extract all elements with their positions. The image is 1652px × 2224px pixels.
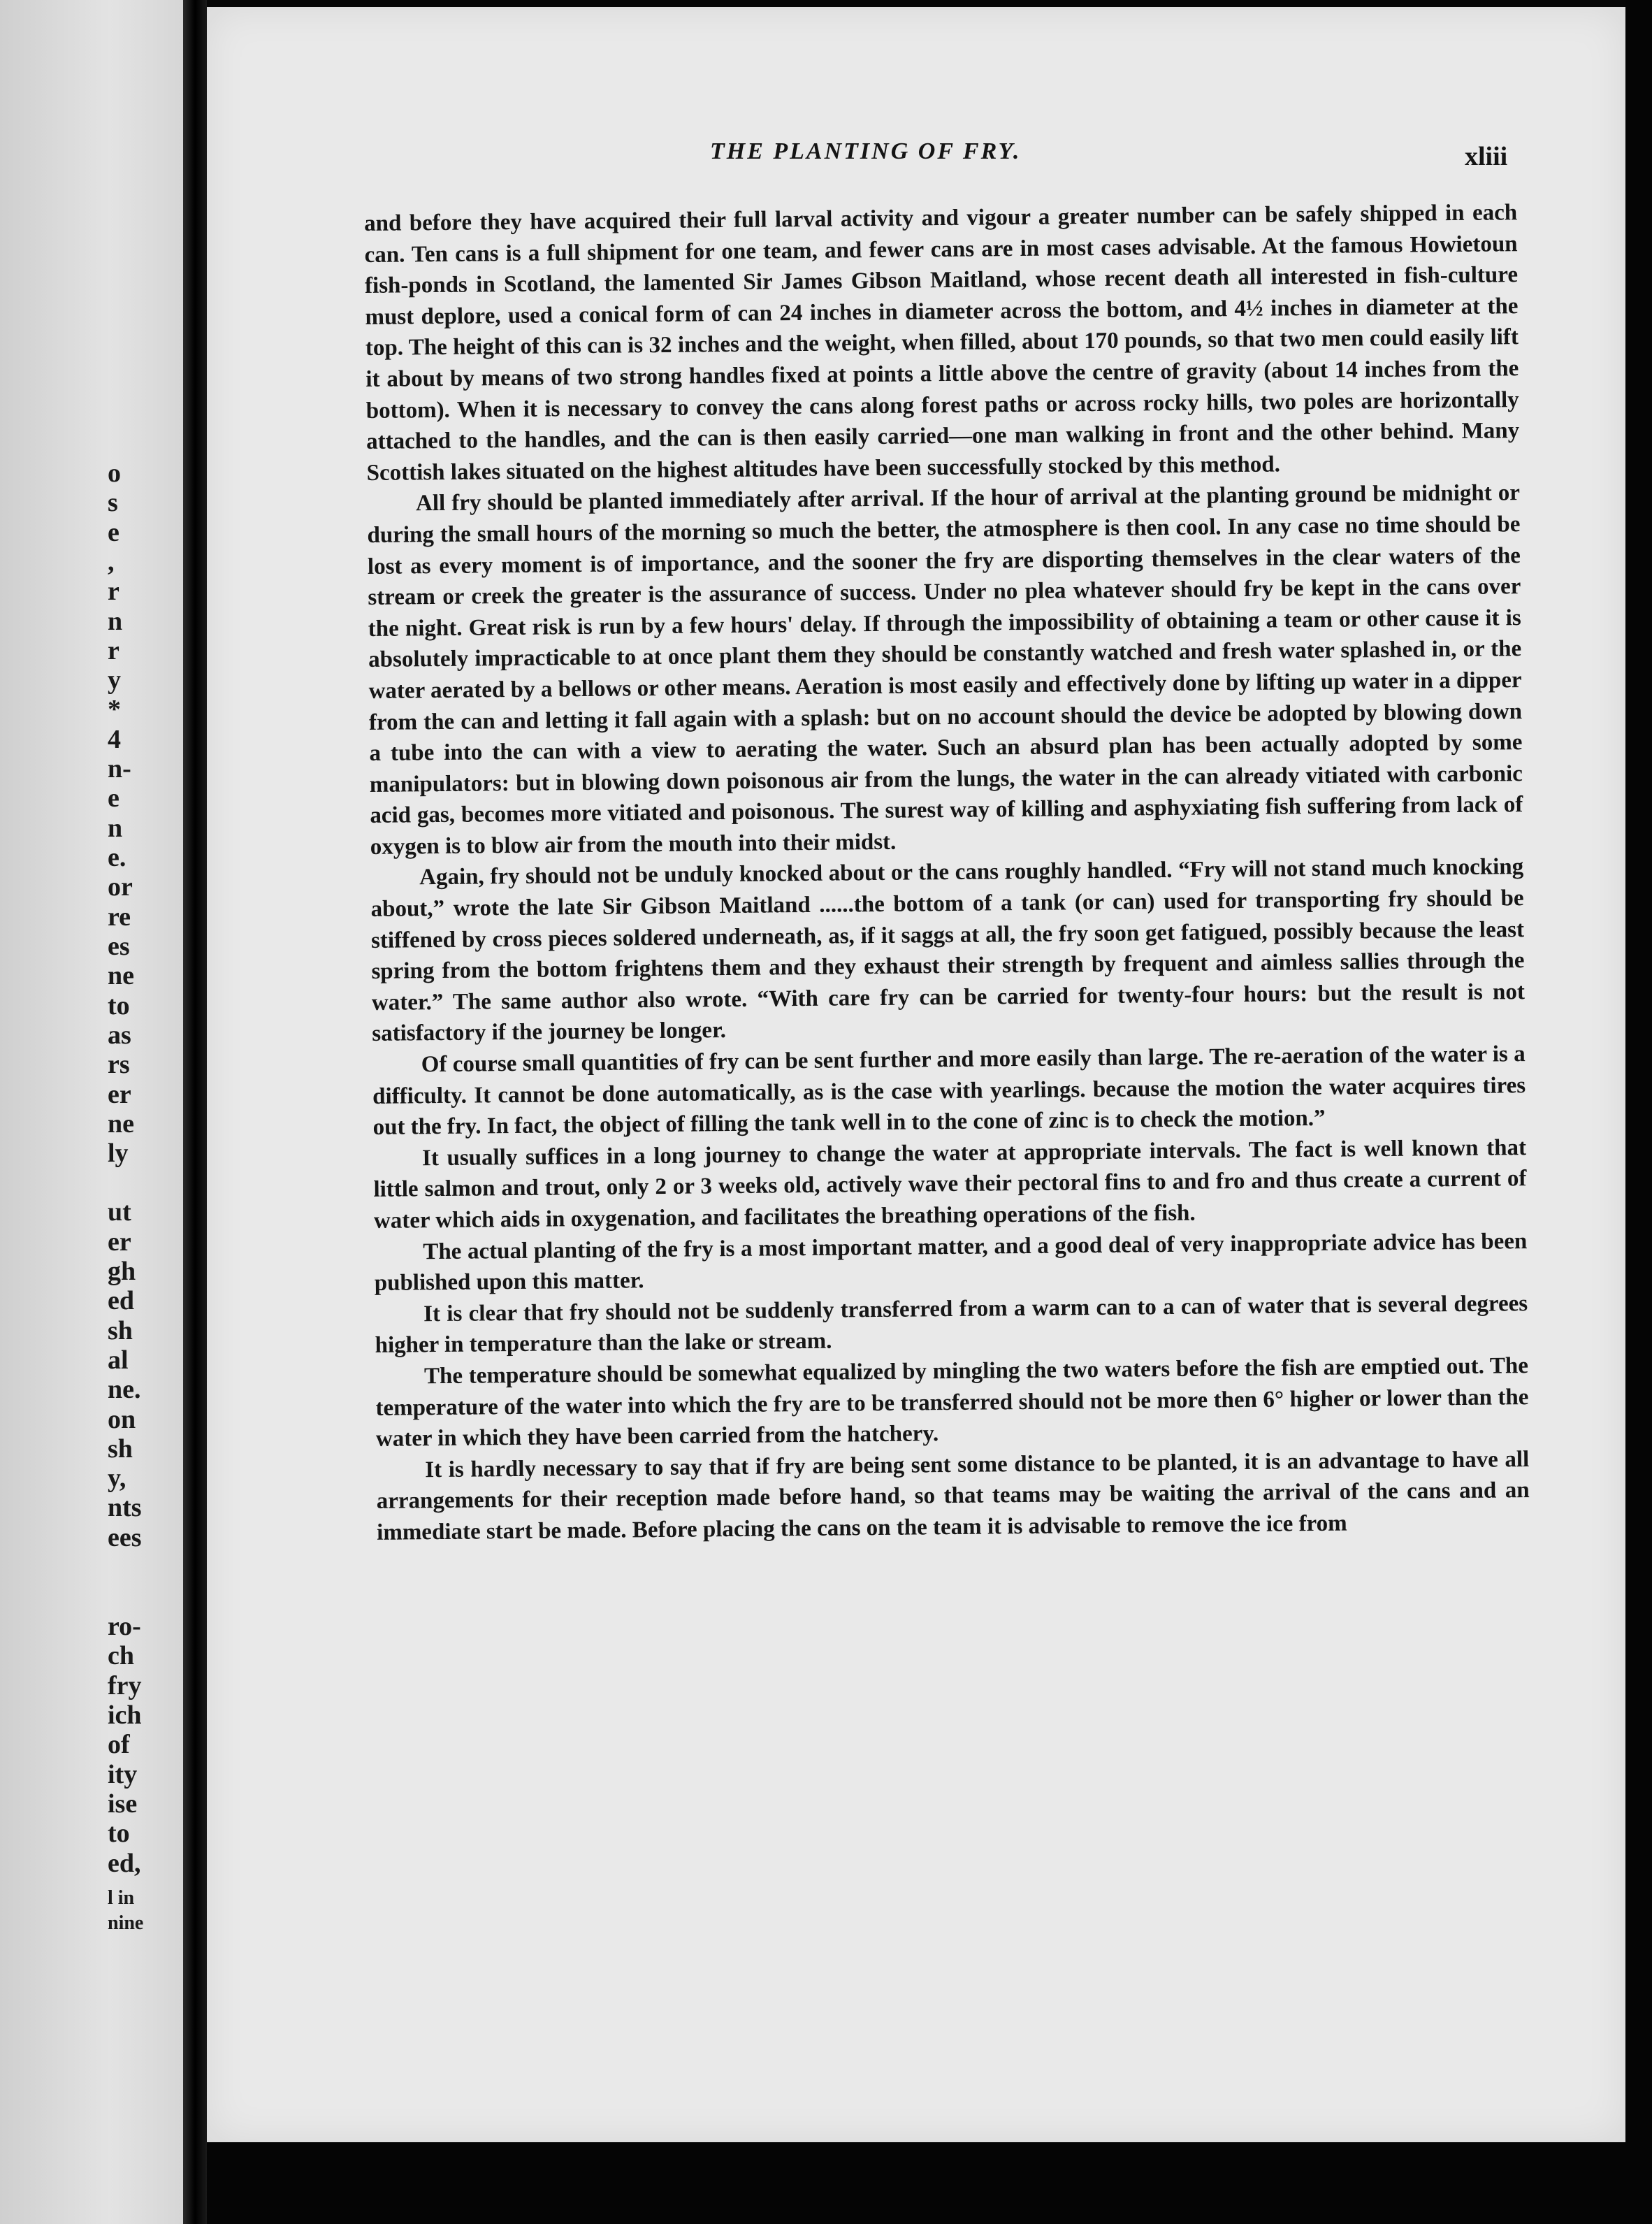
line-ending: ut	[108, 1197, 131, 1227]
line-ending: ees	[108, 1523, 142, 1552]
paragraph: The temperature should be somewhat equalized by mingling the two waters before the fish are emptied out. The temperature of the water into which the fry are to be transferred should not be more then 6° higher or lower than the water in which they have been carried from the hatchery.	[375, 1353, 1529, 1452]
line-ending: y	[108, 665, 121, 695]
line-ending: ity	[108, 1760, 138, 1789]
running-head-title: THE PLANTING OF FRY.	[710, 138, 1022, 164]
line-ending: or	[108, 872, 133, 902]
line-ending: ly	[108, 1139, 129, 1168]
line-ending: s	[108, 488, 118, 517]
paragraph: It is clear that fry should not be suddenly transferred from a warm can to a can of water that is several degrees higher in temperature than the lake or stream.	[375, 1290, 1528, 1359]
line-ending: er	[108, 1080, 131, 1109]
line-ending: r	[108, 636, 119, 665]
paragraph: The actual planting of the fry is a most important matter, and a good deal of very inappropriate advice has been published upon this matter.	[374, 1228, 1528, 1297]
line-ending: y,	[108, 1464, 126, 1493]
line-ending: 4	[108, 725, 121, 754]
line-ending: to	[108, 1819, 130, 1848]
paragraph: and before they have acquired their full larval activity and vigour a greater number can be safely shipped in each can. Ten cans is a full shipment for one team, and fewer cans are in most cases advisable. At the famous Howietoun fish-ponds in Scotland, the lamented Sir James Gibson Maitland, whose recent death all interested in fish-culture must deplore, used a conical form of can 24 inches in diameter across the bottom, and 4½ inches in diameter at the top. The height of this can is 32 inches and the weight, when filled, about 170 pounds, so that two men could easily lift it about by means of two strong handles fixed at points a little above the centre of gravity (about 14 inches from the bottom). When it is necessary to convey the cans along forest paths or across rocky hills, two poles are horizontally attached to the handles, and the can is then easily carried—one man walking in front and the other behind. Many Scottish lakes situated on the highest altitudes have been successfully stocked by this method.	[364, 200, 1520, 486]
line-ending: ise	[108, 1789, 138, 1819]
line-ending: n	[108, 814, 123, 843]
line-ending: fry	[108, 1671, 142, 1701]
line-ending: ne.	[108, 1375, 141, 1404]
line-ending: ne	[108, 1109, 134, 1139]
line-ending: ich	[108, 1701, 142, 1730]
line-ending: ch	[108, 1641, 134, 1670]
line-ending: n-	[108, 754, 131, 784]
line-ending: e	[108, 784, 119, 813]
footnote-ending: l in	[108, 1887, 135, 1909]
line-ending: e	[108, 518, 119, 547]
paragraph: It is hardly necessary to say that if fry are being sent some distance to be planted, it is an advantage to have all arrangements for their reception made before hand, so that teams may be waiting the arrival of the cans and an immediate start be made. Before placing the cans on the team it is advisable to remove the ice from	[376, 1446, 1530, 1545]
body-text	[364, 197, 1530, 1548]
running-head	[207, 138, 1625, 173]
line-ending: *	[108, 695, 121, 724]
paragraph: All fry should be planted immediately after arrival. If the hour of arrival at the planting ground be midnight or during the small hours of the morning so much the better, the atmosphere is then cool. In any case no time should be lost as every moment is of importance, and the sooner the fry are disporting themselves in the clear waters of the stream or creek the greater is the assurance of success. Under no plea whatever should fry be kept in the cans over the night. Great risk is run by a few hours' delay. If through the impossibility of obtaining a team or other cause it is absolutely impracticable to at once plant them they should be constantly watched and fresh water splashed in, or the water aerated by a bellows or other means. Aeration is most easily and effectively done by lifting up water in a dipper from the can and letting it fall again with a splash: but on no account should the device be adopted by blowing down a tube into the can with a view to aerating the water. Such an absurd plan has been actually adopted by some manipulators: but in blowing down poisonous air from the lungs, the water in the can already vitiated with carbonic acid gas, becomes more vitiated and poisonous. The surest way of killing and asphyxiating fish suffering from lack of oxygen is to blow air from the mouth into their midst.	[367, 480, 1523, 860]
line-ending: nts	[108, 1493, 142, 1522]
line-ending: r	[108, 577, 119, 606]
scan-border-bottom	[207, 2142, 1652, 2224]
paragraph: Again, fry should not be unduly knocked about or the cans roughly handled. “Fry will not stand much knocking about,” wrote the late Sir Gibson Maitland ......the bottom of a tank (or can) used for transporting fry should be stiffened by cross pieces soldered underneath, as, if it saggs at all, the fry soon get fatigued, possibly because the least spring from the bottom frightens them and they exhaust their strength by frequent and aimless sallies through the water.” The same author also wrote. “With care fry can be carried for twenty-four hours: but the result is not satisfactory if the journey be longer.	[370, 854, 1526, 1047]
footnote-ending: nine	[108, 1912, 144, 1934]
line-ending: of	[108, 1730, 130, 1759]
line-ending: o	[108, 458, 121, 488]
facing-page-strip	[0, 0, 183, 2224]
line-ending: ne	[108, 961, 134, 990]
line-ending: e.	[108, 843, 126, 872]
line-ending: ed,	[108, 1849, 141, 1878]
line-ending: sh	[108, 1316, 133, 1345]
page-number: xliii	[1465, 142, 1508, 171]
paragraph: It usually suffices in a long journey to change the water at appropriate intervals. The fact is well known that little salmon and trout, only 2 or 3 weeks old, actively wave their pectoral fins to and fro and thus create a current of water which aids in oxygenation, and facilitates the breathing operations of the fish.	[373, 1134, 1527, 1234]
line-ending: er	[108, 1227, 131, 1257]
line-ending: on	[108, 1405, 136, 1434]
line-ending: ,	[108, 547, 115, 577]
paragraph: Of course small quantities of fry can be sent further and more easily than large. The re-aeration of the water is a difficulty. It cannot be done automatically, as is the case with yearlings. because the motion the water acquires tires out the fry. In fact, the object of filling the tank well in to the cone of zinc is to check the motion.”	[372, 1041, 1526, 1141]
line-ending: al	[108, 1345, 129, 1375]
line-ending: rs	[108, 1050, 130, 1079]
scan-border-right	[1625, 0, 1652, 2224]
line-ending: es	[108, 932, 130, 961]
line-ending: ed	[108, 1286, 134, 1315]
line-ending: re	[108, 902, 131, 932]
line-ending: as	[108, 1020, 131, 1050]
book-gutter	[183, 0, 207, 2224]
book-page	[207, 7, 1625, 2142]
line-ending: ro-	[108, 1612, 141, 1641]
line-ending: sh	[108, 1434, 133, 1464]
line-ending: gh	[108, 1257, 136, 1286]
line-ending: to	[108, 991, 130, 1020]
line-ending: n	[108, 607, 123, 636]
